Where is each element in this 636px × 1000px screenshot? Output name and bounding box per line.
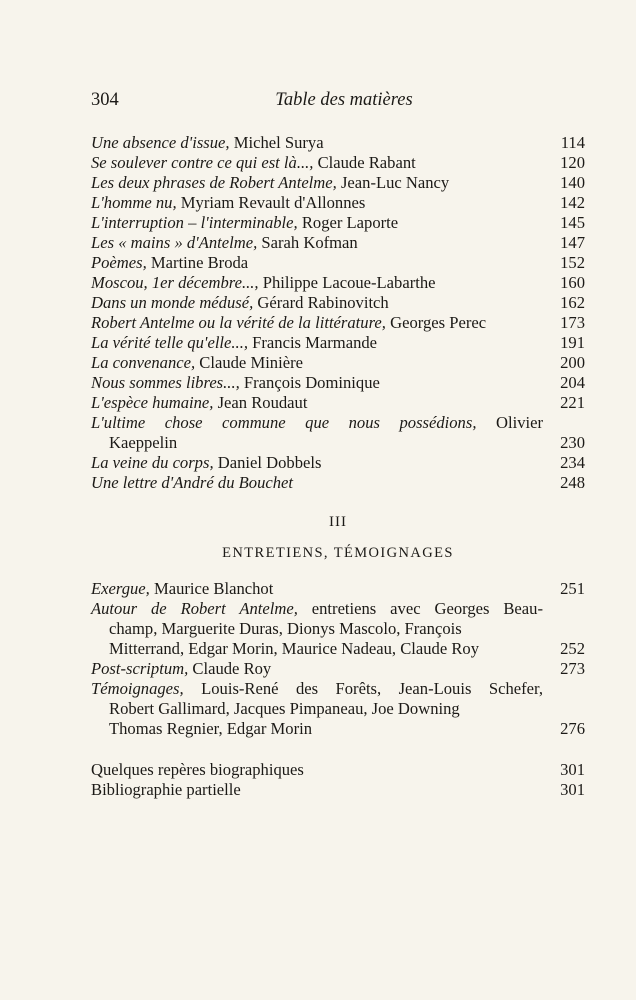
toc-entry-page: 251 (560, 579, 585, 598)
toc-entry (91, 679, 585, 739)
toc-entry (91, 413, 585, 453)
toc-entry-author: Francis Marmande (252, 333, 378, 352)
toc-entry-author: Olivier (495, 413, 543, 432)
toc-entry-page: 147 (560, 233, 585, 252)
toc-entry-work: Les « mains » d'Antelme, (91, 233, 258, 252)
toc-entry-author-cont: Kaeppelin (109, 433, 178, 452)
toc-entry-work: L'espèce humaine, (91, 393, 214, 412)
toc-entry-author: Claude Minière (199, 353, 303, 372)
toc-entry-page: 114 (560, 133, 585, 152)
toc-entry-page: 173 (560, 313, 585, 332)
toc-entry-page: 248 (560, 473, 585, 492)
toc-entry-author: Jean Roudaut (217, 393, 308, 412)
toc-entry-work: Nous sommes libres..., (91, 373, 240, 392)
toc-entry-work: Moscou, 1er décembre..., (91, 273, 259, 292)
toc-entry-text-cont: Thomas Regnier, Edgar Morin (109, 719, 313, 738)
toc-entry-work: Dans un monde médusé, (91, 293, 254, 312)
toc-entry-text-cont: Mitterrand, Edgar Morin, Maurice Nadeau, Claude Roy (109, 639, 480, 658)
toc-entry (91, 780, 585, 800)
toc-entry (91, 213, 585, 233)
toc-entry (91, 273, 585, 293)
toc-entry-work: L'homme nu, (91, 193, 177, 212)
toc-entry-author: Roger Laporte (301, 213, 399, 232)
toc-entry-work: Les deux phrases de Robert Antelme, (91, 173, 337, 192)
section-number: III (329, 514, 347, 530)
toc-entry-work: L'interruption – l'interminable, (91, 213, 298, 232)
toc-entry-work: Une absence d'issue, (91, 133, 230, 152)
toc-entry-author: François Dominique (243, 373, 380, 392)
toc-entry-page: 162 (560, 293, 585, 312)
toc-entry-work: Se soulever contre ce qui est là..., (91, 153, 314, 172)
toc-entry (91, 353, 585, 373)
toc-entry-author: Daniel Dobbels (217, 453, 322, 472)
toc-entry-work: La vérité telle qu'elle..., (91, 333, 248, 352)
toc-entry (91, 659, 585, 679)
toc-entry (91, 293, 585, 313)
toc-entry (91, 473, 585, 493)
toc-entry-page: 273 (560, 659, 585, 678)
section-title: ENTRETIENS, TÉMOIGNAGES (222, 545, 454, 561)
toc-section-2 (91, 579, 585, 739)
toc-entry-page: 142 (560, 193, 585, 212)
toc-entry-author: Michel Surya (233, 133, 324, 152)
toc-section-1 (91, 133, 585, 493)
toc-entry (91, 333, 585, 353)
toc-entry (91, 453, 585, 473)
toc-entry-author: Martine Broda (150, 253, 249, 272)
toc-entry-work: Robert Antelme ou la vérité de la littérature, (91, 313, 386, 332)
toc-entry-page: 145 (560, 213, 585, 232)
toc-entry-work: Autour de Robert Antelme, (91, 599, 298, 618)
toc-entry-work: Témoignages, (91, 679, 184, 698)
toc-entry-text-cont: champ, Marguerite Duras, Dionys Mascolo, François (109, 619, 462, 638)
toc-entry-work: Poèmes, (91, 253, 147, 272)
toc-entry-work: L'ultime chose commune que nous possédions, (91, 413, 477, 432)
toc-entry-author: Philippe Lacoue-Labarthe (262, 273, 436, 292)
toc-entry-page: 230 (560, 433, 585, 452)
page-number: 304 (91, 90, 119, 110)
toc-entry-work: Post-scriptum, (91, 659, 189, 678)
toc-entry-author: Claude Rabant (317, 153, 416, 172)
page-title: Table des matières (275, 90, 413, 110)
toc-entry (91, 193, 585, 213)
toc-entry-page: 152 (560, 253, 585, 272)
toc-entry-page: 234 (560, 453, 585, 472)
toc-entry-author: Gérard Rabinovitch (257, 293, 389, 312)
toc-entry-page: 120 (560, 153, 585, 172)
toc-entry (91, 393, 585, 413)
toc-entry-page: 301 (560, 760, 585, 779)
toc-entry-text-cont: Robert Gallimard, Jacques Pimpaneau, Joe Downing (109, 699, 460, 718)
toc-entry-label: Quelques repères biographiques (91, 760, 304, 779)
toc-entry-author: Maurice Blanchot (153, 579, 274, 598)
toc-entry-author: Jean-Luc Nancy (340, 173, 450, 192)
toc-entry-page: 140 (560, 173, 585, 192)
toc-entry (91, 153, 585, 173)
toc-entry (91, 253, 585, 273)
toc-entry (91, 173, 585, 193)
toc-entry (91, 599, 585, 659)
toc-entry-work: La veine du corps, (91, 453, 214, 472)
toc-entry (91, 760, 585, 780)
page-header (91, 90, 585, 114)
toc-entry-page: 191 (560, 333, 585, 352)
toc-entry-work: Exergue, (91, 579, 150, 598)
toc-entry-label: Bibliographie partielle (91, 780, 241, 799)
toc-entry-page: 252 (560, 639, 585, 658)
toc-entry-work: La convenance, (91, 353, 196, 372)
toc-entry-page: 200 (560, 353, 585, 372)
toc-entry-page: 301 (560, 780, 585, 799)
toc-entry-text: Louis-René des Forêts, Jean-Louis Schefer, (201, 679, 544, 698)
toc-section-3 (91, 760, 585, 800)
toc-entry-page: 204 (560, 373, 585, 392)
toc-entry-text: entretiens avec Georges Beau- (311, 599, 543, 618)
toc-entry-page: 276 (560, 719, 585, 738)
toc-entry (91, 579, 585, 599)
toc-entry-page: 160 (560, 273, 585, 292)
toc-entry-author: Georges Perec (390, 313, 487, 332)
toc-entry (91, 373, 585, 393)
toc-entry-author: Myriam Revault d'Allonnes (180, 193, 366, 212)
toc-entry (91, 313, 585, 333)
toc-entry-author: Sarah Kofman (261, 233, 358, 252)
toc-entry-page: 221 (560, 393, 585, 412)
toc-entry-author: Claude Roy (192, 659, 272, 678)
toc-entry (91, 133, 585, 153)
toc-entry-work: Une lettre d'André du Bouchet (91, 473, 294, 492)
toc-entry (91, 233, 585, 253)
